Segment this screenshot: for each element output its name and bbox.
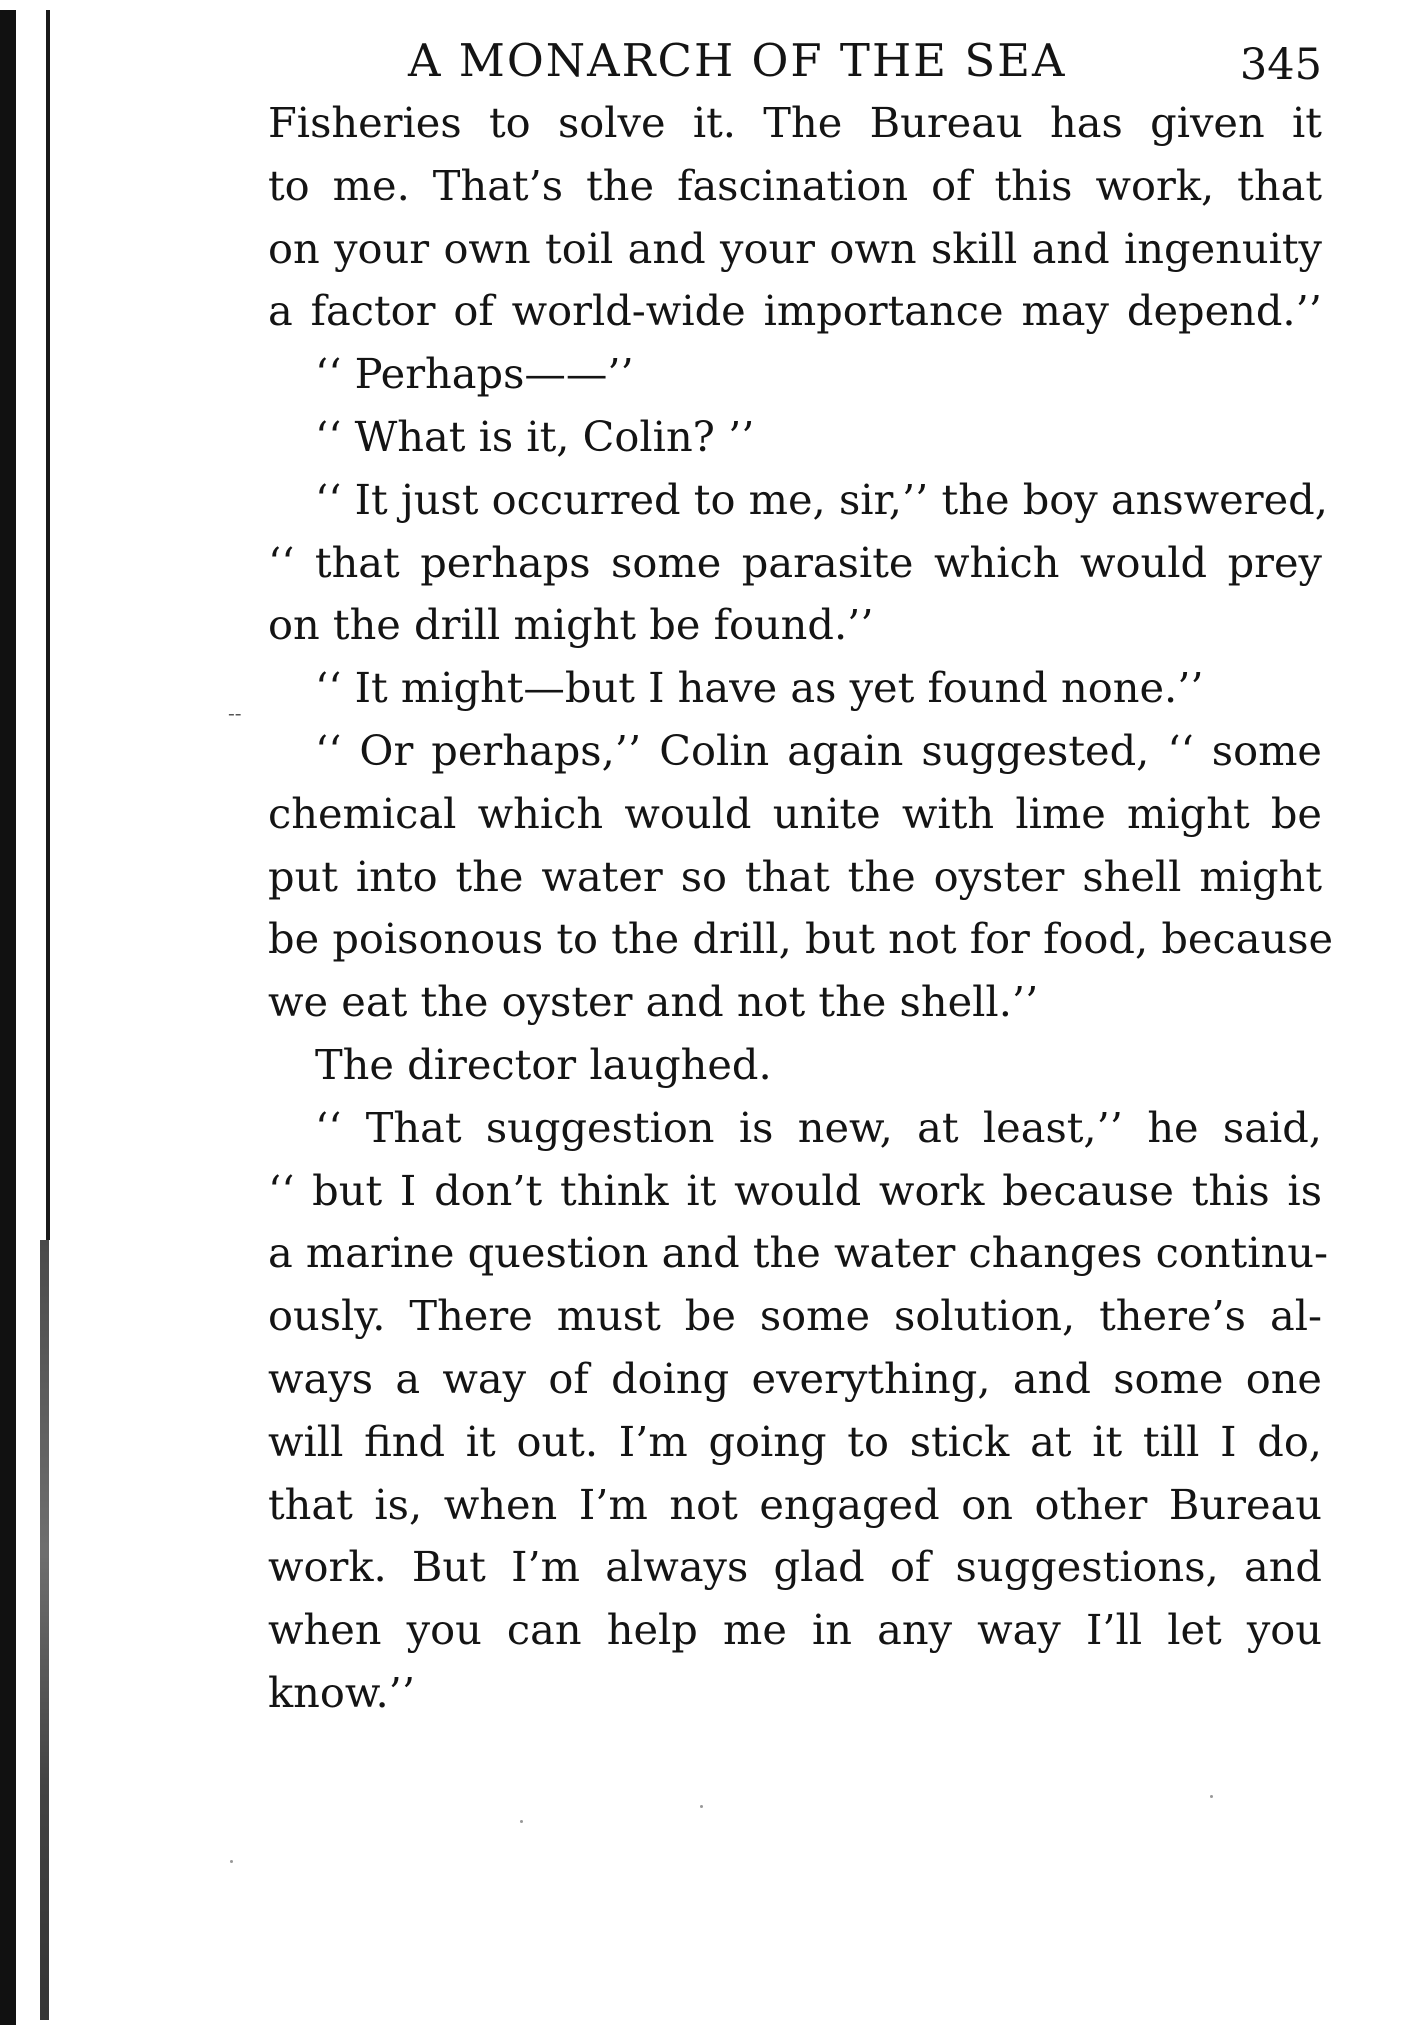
text-line: Fisheries to solve it. The Bureau has given it [268, 98, 1322, 147]
text-line: ‘‘ What is it, Colin? ’’ [315, 411, 755, 461]
text-line: The director laughed. [315, 1039, 772, 1089]
text-line: put into the water so that the oyster shell might [268, 851, 1322, 901]
text-line: work. But I’m always glad of suggestions, and [268, 1542, 1322, 1592]
text-line: ‘‘ that perhaps some parasite which would prey [268, 537, 1322, 587]
text-line: ously. There must be some solution, there’s al- [268, 1291, 1322, 1341]
paper-speck [520, 1820, 523, 1823]
paper-speck [230, 1860, 233, 1863]
text-line: be poisonous to the drill, but not for food, because [268, 914, 1334, 964]
paper-speck [700, 1805, 703, 1808]
text-line: we eat the oyster and not the shell.’’ [268, 977, 1039, 1027]
text-line: to me. That’s the fascination of this work, that [268, 160, 1322, 210]
binding-shadow-smear [40, 1240, 49, 2020]
body-text [268, 92, 1334, 1725]
text-line: ‘‘ That suggestion is new, at least,’’ he said, [315, 1102, 1322, 1152]
text-line: on the drill might be found.’’ [268, 600, 874, 650]
text-line: that is, when I’m not engaged on other Bureau [268, 1479, 1322, 1529]
text-line: ‘‘ Perhaps——’’ [315, 349, 634, 399]
text-line: a factor of world-wide importance may depend.’’ [268, 286, 1322, 336]
text-line: ‘‘ but I don’t think it would work because this is [268, 1165, 1322, 1215]
text-line: ways a way of doing everything, and some one [268, 1353, 1322, 1403]
stray-pencil-mark: ‑‑ [228, 701, 242, 725]
book-page [268, 30, 1334, 1717]
running-head [268, 30, 1322, 92]
paper-speck [1210, 1795, 1213, 1798]
text-line: will find it out. I’m going to stick at it till I do, [268, 1416, 1322, 1466]
binding-shadow-thick [0, 10, 16, 2025]
page-number: 345 [1239, 40, 1322, 90]
text-line: on your own toil and your own skill and ingenuity [268, 223, 1322, 273]
binding-shadow-thin [46, 10, 50, 1240]
text-line: know.’’ [268, 1667, 416, 1717]
running-title: A MONARCH OF THE SEA [408, 34, 1067, 87]
text-line: when you can help me in any way I’ll let you [268, 1605, 1322, 1655]
text-line: ‘‘ Or perhaps,’’ Colin again suggested, ‘‘ some [315, 725, 1322, 775]
text-line: a marine question and the water changes continu- [268, 1228, 1328, 1278]
text-line: ‘‘ It might—but I have as yet found none.’’ [315, 663, 1204, 713]
text-line: chemical which would unite with lime might be [268, 788, 1322, 838]
text-line: ‘‘ It just occurred to me, sir,’’ the boy answered, [315, 474, 1328, 524]
